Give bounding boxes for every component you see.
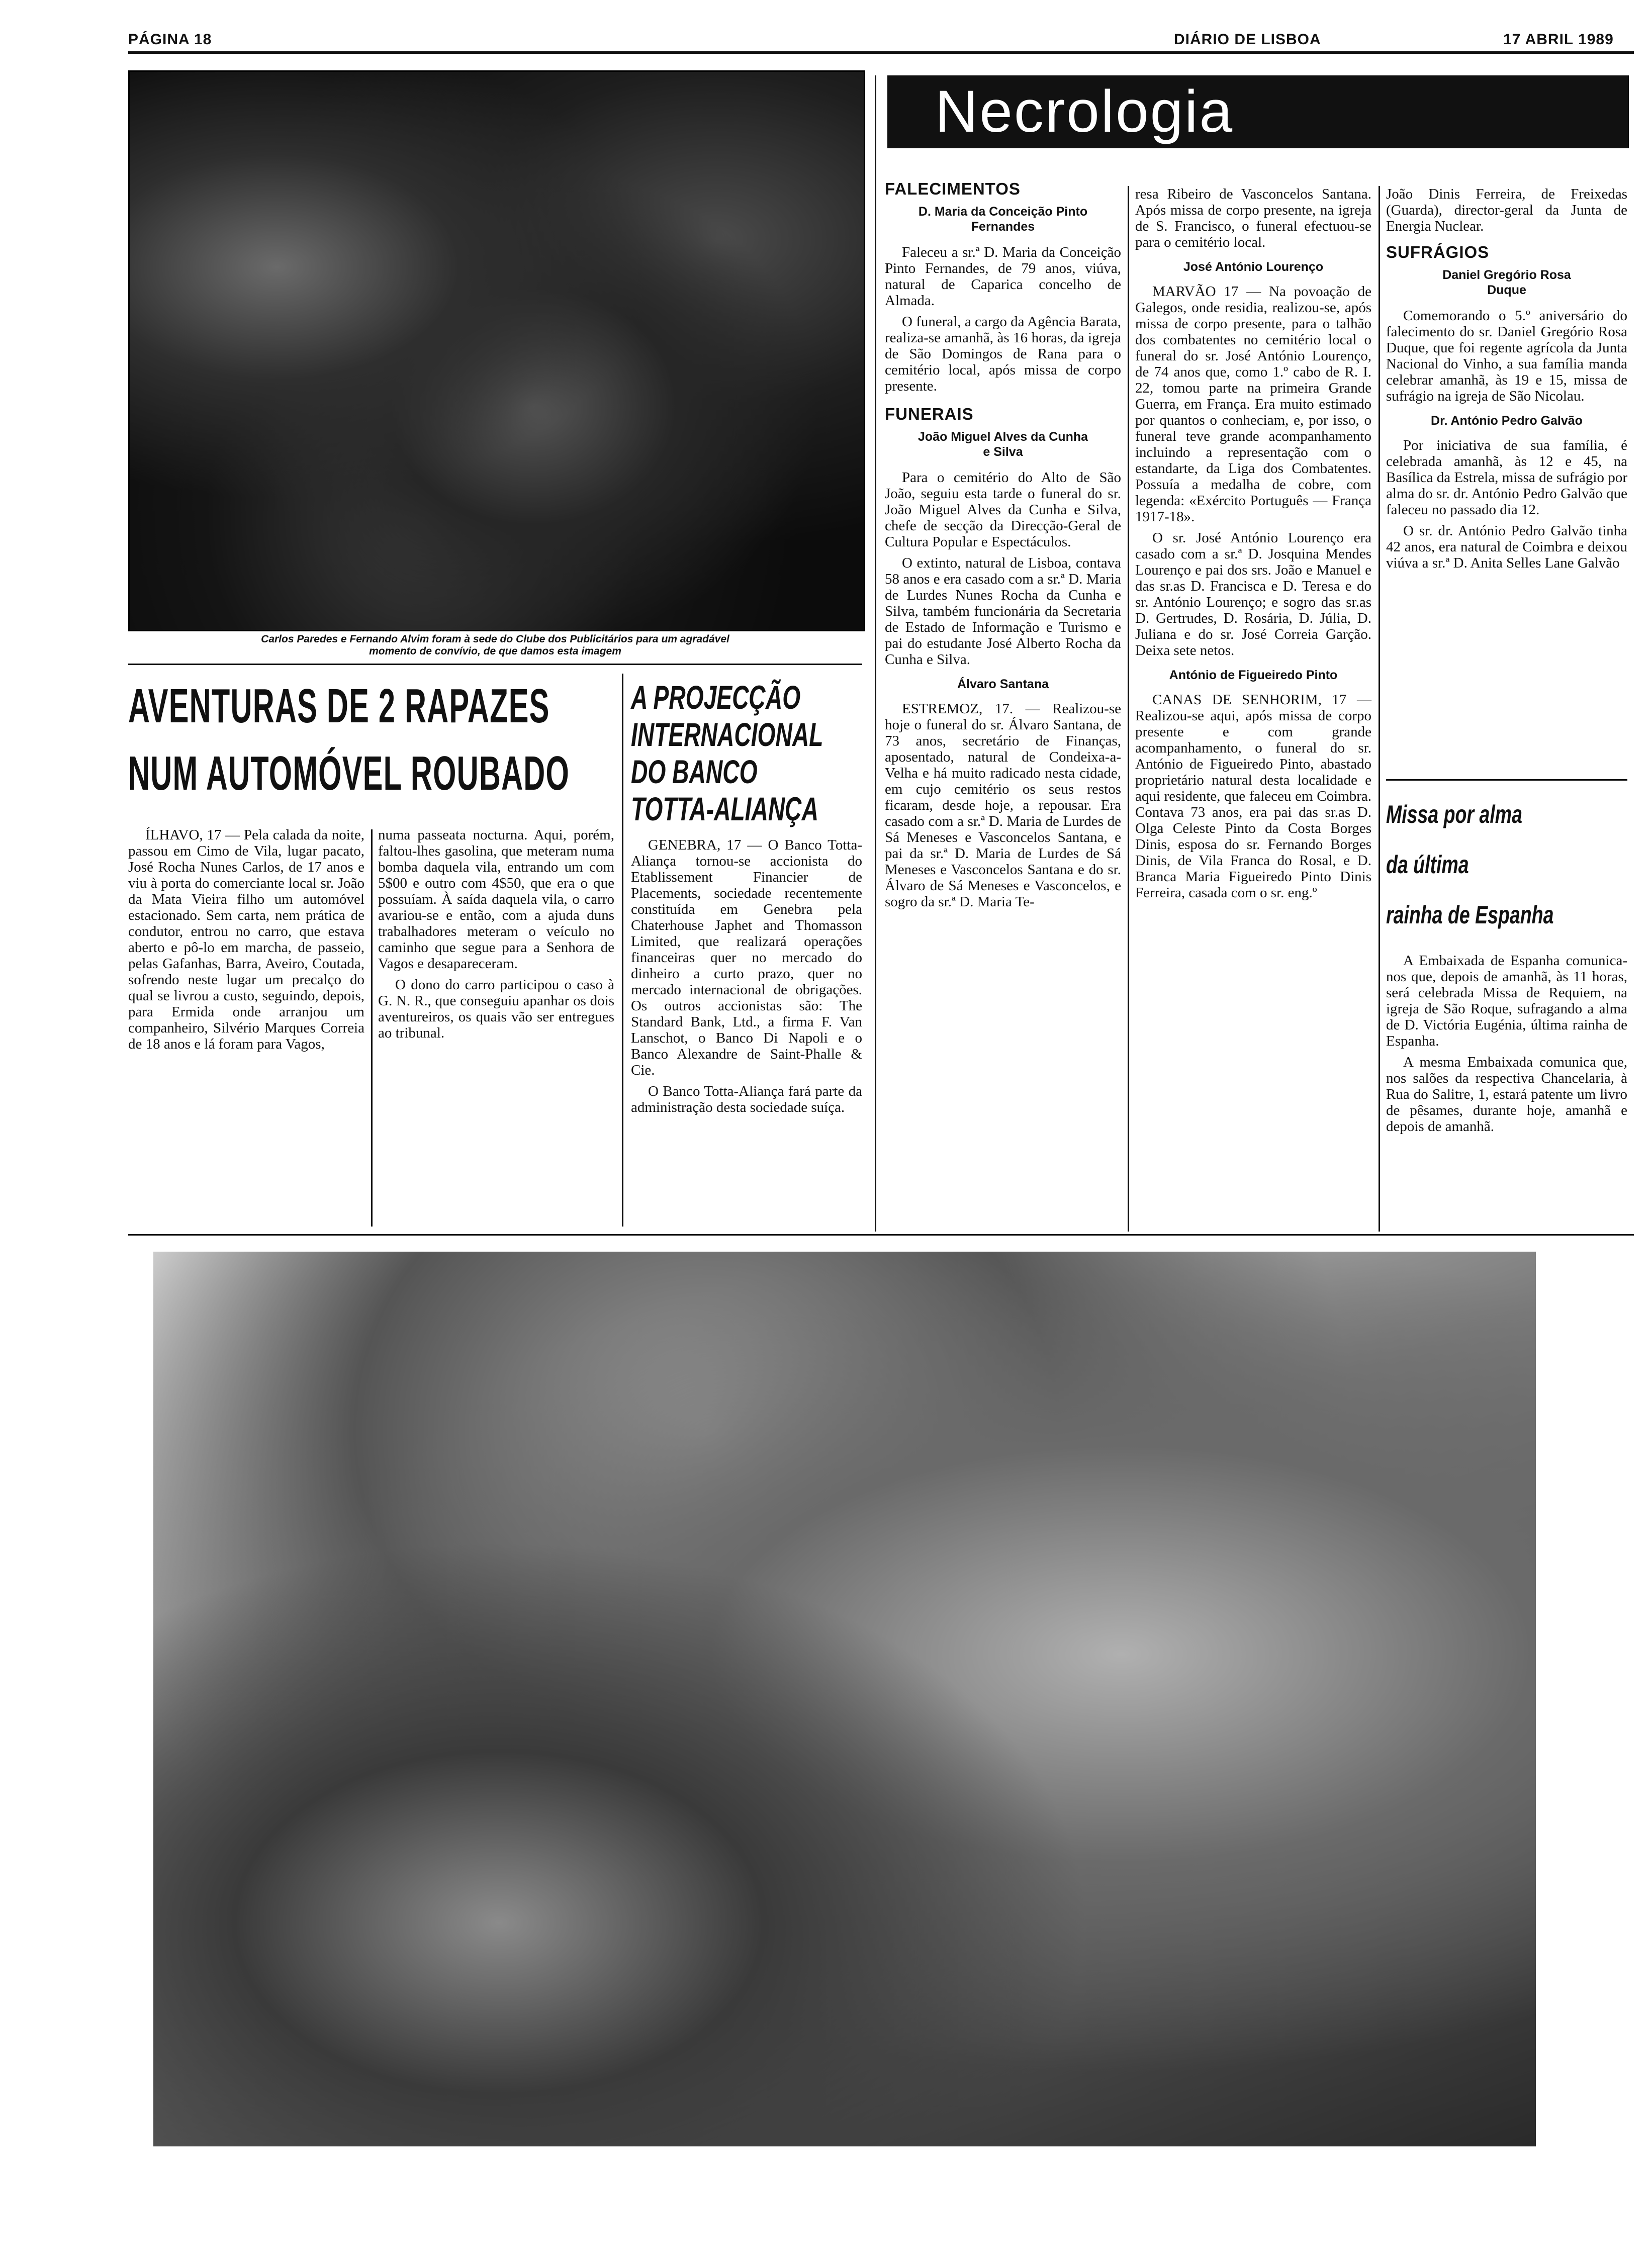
necrologia-col-3 xyxy=(1386,186,1627,1232)
alvaro-paragraph-2: resa Ribeiro de Vasconcelos Santana. Após missa de corpo presente, na igreja de S. Francisco, o funeral efectuou-se para o cemitério local. xyxy=(1135,186,1371,250)
jose-paragraph-2: O sr. José António Lourenço era casado com a sr.ª D. Josquina Mendes Lourenço e pai dos srs. João e Manuel e das sr.as D. Francisca e D. Teresa e do sr. António Lourenço; e sogro das sr.as D. Gertrudes, D. Rosária, D. Júlia, D. Juliana e do sr. José Correia Garção. Deixa sete netos. xyxy=(1135,530,1371,658)
totta-divider xyxy=(622,674,623,1227)
alvaro-paragraph-1: ESTREMOZ, 17. — Realizou-se hoje o funeral do sr. Álvaro Santana, de 73 anos, secretário de Finanças, aposentado, natural de Condeixa-a-Velha e há muito radicado nesta cidade, em cujo cemitério os seus restos ficaram, desde hoje, a repousar. Era casado com a sr.ª D. Maria de Lurdes de Sá Meneses e Vasconcelos Santana, e pai da sr.ª D. Maria de Lurdes de Sá Meneses e Vasconcelos Santana e do sr. Álvaro de Sá Meneses e Vasconcelos, e sogro da sr.ª D. Maria Te- xyxy=(885,701,1121,910)
missa-headline-line-3: rainha de Espanha xyxy=(1386,901,1554,929)
totta-paragraph-2: O Banco Totta-Aliança fará parte da administração desta sociedade suíça. xyxy=(631,1083,862,1115)
aventuras-headline-line-2: NUM AUTOMÓVEL ROUBADO xyxy=(128,746,570,800)
aventuras-headline-line-1: AVENTURAS DE 2 RAPAZES xyxy=(128,679,550,733)
photo-caption-line-1: Carlos Paredes e Fernando Alvim foram à sede do Clube dos Publicitários para um agradável xyxy=(261,633,729,645)
necrologia-banner: Necrologia xyxy=(887,75,1629,148)
galvao-paragraph-2: O sr. dr. António Pedro Galvão tinha 42 anos, era natural de Coimbra e deixou viúva a sr.ª D. Anita Selles Lane Galvão xyxy=(1386,523,1627,571)
jose-paragraph-1: MARVÃO 17 — Na povoação de Galegos, onde residia, realizou-se, após missa de corpo presente, para o talhão dos combatentes no cemitério local o funeral do sr. José António Lourenço, de 74 anos que, como 1.º cabo de R. I. 22, tomou parte na primeira Grande Guerra, em França. Era muito estimado por quantos o conheciam, e, por isso, o funeral teve grande acompanhamento incluindo a representação com o estandarte, da Liga dos Combatentes. Possuía a medalha de cobre, com legenda: «Exército Português — França 1917-18». xyxy=(1135,284,1371,525)
aventuras-paragraph-3: O dono do carro participou o caso à G. N. R., que conseguiu apanhar os dois aventureiros, os quais vão ser entregues ao tribunal. xyxy=(378,977,614,1041)
caption-rule xyxy=(128,664,862,665)
joao-paragraph-1: Para o cemitério do Alto de São João, seguiu esta tarde o funeral do sr. João Miguel Alves da Cunha e Silva, chefe de secção da Direcção-Geral de Cultura Popular e Espectáculos. xyxy=(885,469,1121,550)
header-rule xyxy=(128,51,1634,54)
antonio-name: António de Figueiredo Pinto xyxy=(1169,668,1338,682)
galvao-name: Dr. António Pedro Galvão xyxy=(1431,414,1583,428)
totta-headline-line-4: TOTTA-ALIANÇA xyxy=(631,790,818,827)
totta-paragraph-1: GENEBRA, 17 — O Banco Totta-Aliança tornou-se accionista do Etablissement Financier de Placements, sociedade recentemente constituída em Genebra pela Chaterhouse Japhet and Thomasson Limited, que realizará operações financeiras quer no mercado do dinheiro a curto prazo, quer no mercado internacional de obrigações. Os outros accionistas são: The Standard Bank, Ltd., a firma F. Van Lanschot, o Banco Di Napoli e o Banco Alexandre de Saint-Phalle & Cie. xyxy=(631,837,862,1078)
large-photo xyxy=(153,1252,1536,2146)
falecimentos-label: FALECIMENTOS xyxy=(885,179,1021,198)
jose-name: José António Lourenço xyxy=(1183,260,1324,274)
funerais-label: FUNERAIS xyxy=(885,405,974,423)
missa-paragraph-1: A Embaixada de Espanha comunica-nos que, depois de amanhã, às 11 horas, será celebrada Missa de Requiem, na igreja de São Roque, sufragando a alma de D. Victória Eugénia, última rainha de Espanha. xyxy=(1386,953,1627,1049)
missa-headline-line-2: da última xyxy=(1386,851,1469,879)
page-number: PÁGINA 18 xyxy=(128,31,212,48)
necrologia-divider-1 xyxy=(1128,186,1129,1232)
antonio-paragraph-2: João Dinis Ferreira, de Freixedas (Guarda), director-geral da Junta de Energia Nuclear. xyxy=(1386,186,1627,234)
newspaper-name: DIÁRIO DE LISBOA xyxy=(1174,31,1321,48)
galvao-paragraph-1: Por iniciativa de sua família, é celebrada amanhã, às 12 e 45, na Basílica da Estrela, missa de sufrágio por alma do sr. dr. António Pedro Galvão que faleceu no passado dia 12. xyxy=(1386,437,1627,518)
totta-headline xyxy=(631,679,862,829)
photo-caption xyxy=(128,633,862,657)
aventuras-headline xyxy=(128,676,616,827)
daniel-paragraph-1: Comemorando o 5.º aniversário do falecimento do sr. Daniel Gregório Rosa Duque, que foi regente agrícola da Junta Nacional do Vinho, a sua família manda celebrar amanhã, às 19 e 15, missa de sufrágio na igreja de São Nicolau. xyxy=(1386,308,1627,404)
maria-name: D. Maria da Conceição Pinto Fernandes xyxy=(918,205,1088,234)
missa-body xyxy=(1386,953,1627,1232)
missa-top-rule xyxy=(1386,779,1627,781)
aventuras-col-1 xyxy=(128,827,364,1229)
missa-paragraph-2: A mesma Embaixada comunica que, nos salões da respectiva Chancelaria, à Rua do Salitre, 1, estará patente um livro de pêsames, durante hoje, amanhã e depois de amanhã. xyxy=(1386,1054,1627,1135)
maria-paragraph-1: Faleceu a sr.ª D. Maria da Conceição Pinto Fernandes, de 79 anos, viúva, natural de Caparica concelho de Almada. xyxy=(885,244,1121,309)
aventuras-paragraph-2: numa passeata nocturna. Aqui, porém, faltou-lhes gasolina, que meteram numa bomba daquela vila, entrando um com 5$00 e outro com 4$50, que era o que possuíam. À saída daquela vila, o carro avariou-se e então, com a ajuda duns trabalhadores meteram o veículo no caminho que segue para a Senhora de Vagos e desapareceram. xyxy=(378,827,614,972)
aventuras-paragraph-1: ÍLHAVO, 17 — Pela calada da noite, passou em Cimo de Vila, lugar pacato, José Rocha Nunes Carlos, de 17 anos e viu à porta do comerciante local sr. João da Mata Vieira filho um automóvel estacionado. Sem carta, nem prática de condutor, entrou no carro, que estava aberto e pô-lo em marcha, de passeio, pelas Gafanhas, Barra, Aveiro, Coutada, sofrendo neste lugar um precalço do qual se livrou a custo, seguindo, depois, para Ermida onde arranjou um companheiro, Silvério Marques Correia de 18 anos e lá foram para Vagos, xyxy=(128,827,364,1052)
aventuras-col-divider xyxy=(371,829,373,1227)
necrologia-divider-2 xyxy=(1379,186,1380,1232)
bottom-section-rule xyxy=(128,1234,1634,1236)
totta-headline-line-3: DO BANCO xyxy=(631,753,758,790)
photo-caption-line-2: momento de convívio, de que damos esta imagem xyxy=(369,645,621,657)
necrologia-col-1 xyxy=(885,181,1121,1232)
aventuras-col-2 xyxy=(378,827,614,1229)
necrologia-col-2 xyxy=(1135,186,1371,1232)
joao-name: João Miguel Alves da Cunha e Silva xyxy=(917,430,1088,459)
joao-paragraph-2: O extinto, natural de Lisboa, contava 58 anos e era casado com a sr.ª D. Maria de Lurdes Nunes Rocha da Cunha e Silva, também funcionária da Secretaria de Estado de Informação e Turismo e pai do estudante José Alberto Rocha da Cunha e Silva. xyxy=(885,555,1121,668)
missa-headline xyxy=(1386,789,1627,940)
necrologia-left-rule xyxy=(875,75,876,1232)
daniel-name: Daniel Gregório Rosa Duque xyxy=(1442,268,1571,297)
issue-date: 17 ABRIL 1989 xyxy=(1503,31,1614,48)
totta-headline-line-2: INTERNACIONAL xyxy=(631,716,823,753)
totta-headline-line-1: A PROJECÇÃO xyxy=(631,679,801,716)
club-photo xyxy=(128,70,865,631)
missa-headline-line-1: Missa por alma xyxy=(1386,800,1522,828)
maria-paragraph-2: O funeral, a cargo da Agência Barata, realiza-se amanhã, às 16 horas, da igreja de São Domingos de Rana para o cemitério local, após missa de corpo presente. xyxy=(885,314,1121,394)
alvaro-name: Álvaro Santana xyxy=(957,677,1049,691)
antonio-paragraph-1: CANAS DE SENHORIM, 17 — Realizou-se aqui, após missa de corpo presente e com grande acompanhamento, o funeral do sr. António de Figueiredo Pinto, abastado proprietário natural desta localidade e aqui residente, que faleceu em Coimbra. Contava 73 anos, era pai das sr.as D. Olga Celeste Pinto da Costa Borges Dinis, esposa do sr. Fernando Borges Dinis, de Vila Franca do Rosal, e D. Branca Maria Figueiredo Pinto Dinis Ferreira, casada com o sr. eng.º xyxy=(1135,692,1371,901)
totta-body xyxy=(631,837,862,1229)
sufragios-label: SUFRÁGIOS xyxy=(1386,243,1490,261)
